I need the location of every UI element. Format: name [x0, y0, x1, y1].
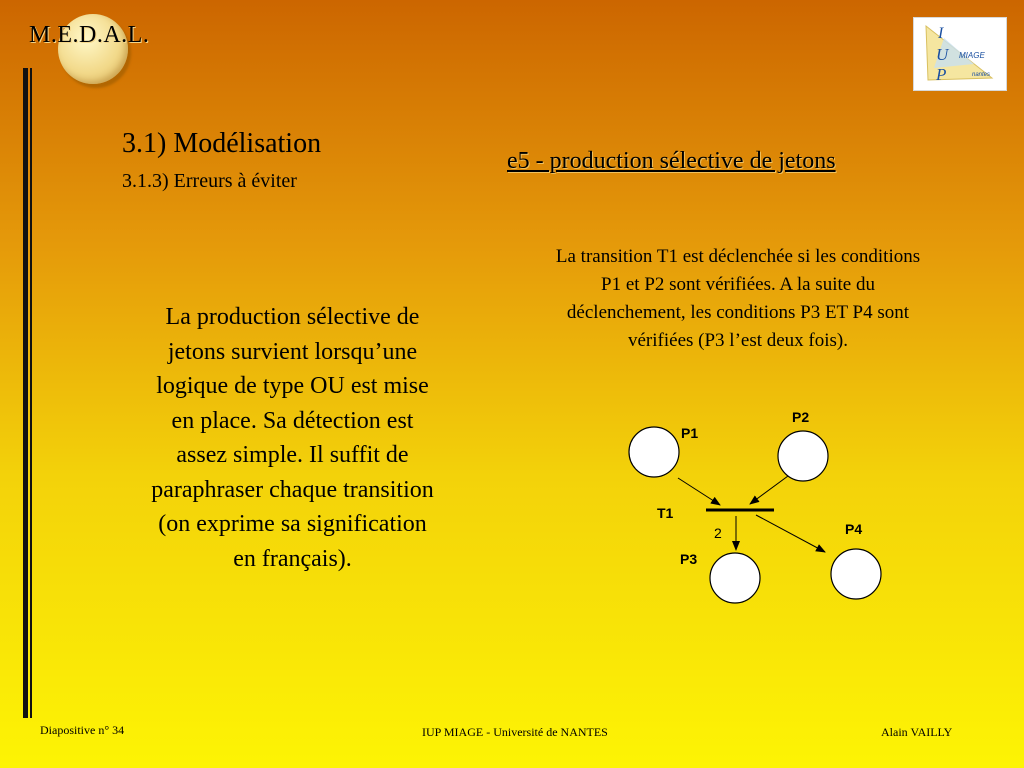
- iup-miage-logo: [913, 17, 1007, 91]
- logo-miage-text: MIAGE: [959, 51, 985, 60]
- transition-explanation: La transition T1 est déclenchée si les conditions P1 et P2 sont vérifiées. A la suite du déclenchement, les conditions P3 ET P4 sont vérifiées (P3 l’est deux fois).: [555, 246, 921, 351]
- label-p4: P4: [845, 521, 863, 537]
- logo-letter-u: U: [936, 45, 949, 64]
- place-p2: [778, 431, 828, 481]
- footer-author: Alain VAILLY: [881, 725, 953, 739]
- label-p3: P3: [680, 551, 698, 567]
- left-rule-thin: [30, 68, 32, 718]
- arc-weight-label: 2: [714, 525, 722, 541]
- logo-graphic: [914, 18, 1006, 90]
- slide-title: e5 - production sélective de jetons: [507, 148, 836, 174]
- slide-number: Diapositive n° 34: [40, 723, 125, 737]
- label-p2: P2: [792, 409, 810, 425]
- arc-p1-t1: [678, 478, 720, 505]
- logo-letter-i: I: [938, 25, 944, 42]
- brand-title: M.E.D.A.L.: [29, 22, 150, 48]
- logo-nantes-text: nantes: [972, 72, 991, 78]
- section-subtitle: 3.1.3) Erreurs à éviter: [122, 170, 297, 192]
- footer-institution: IUP MIAGE - Université de NANTES: [422, 725, 608, 739]
- label-p1: P1: [681, 425, 699, 441]
- left-rule-thick: [23, 68, 28, 718]
- definition-paragraph: La production sélective de jetons survient lorsqu’une logique de type OU est mise en place. Sa détection est assez simple. Il suffit de paraphraser chaque transition (on exprime sa signification en français).: [151, 304, 434, 572]
- section-title: 3.1) Modélisation: [122, 128, 322, 159]
- petri-net-diagram: [600, 400, 900, 615]
- place-p1: [629, 427, 679, 477]
- place-p3: [710, 553, 760, 603]
- logo-letter-p: P: [936, 65, 947, 84]
- label-t1: T1: [657, 505, 674, 521]
- place-p4: [831, 549, 881, 599]
- arc-t1-p4: [756, 515, 825, 552]
- arc-p2-t1: [750, 476, 788, 504]
